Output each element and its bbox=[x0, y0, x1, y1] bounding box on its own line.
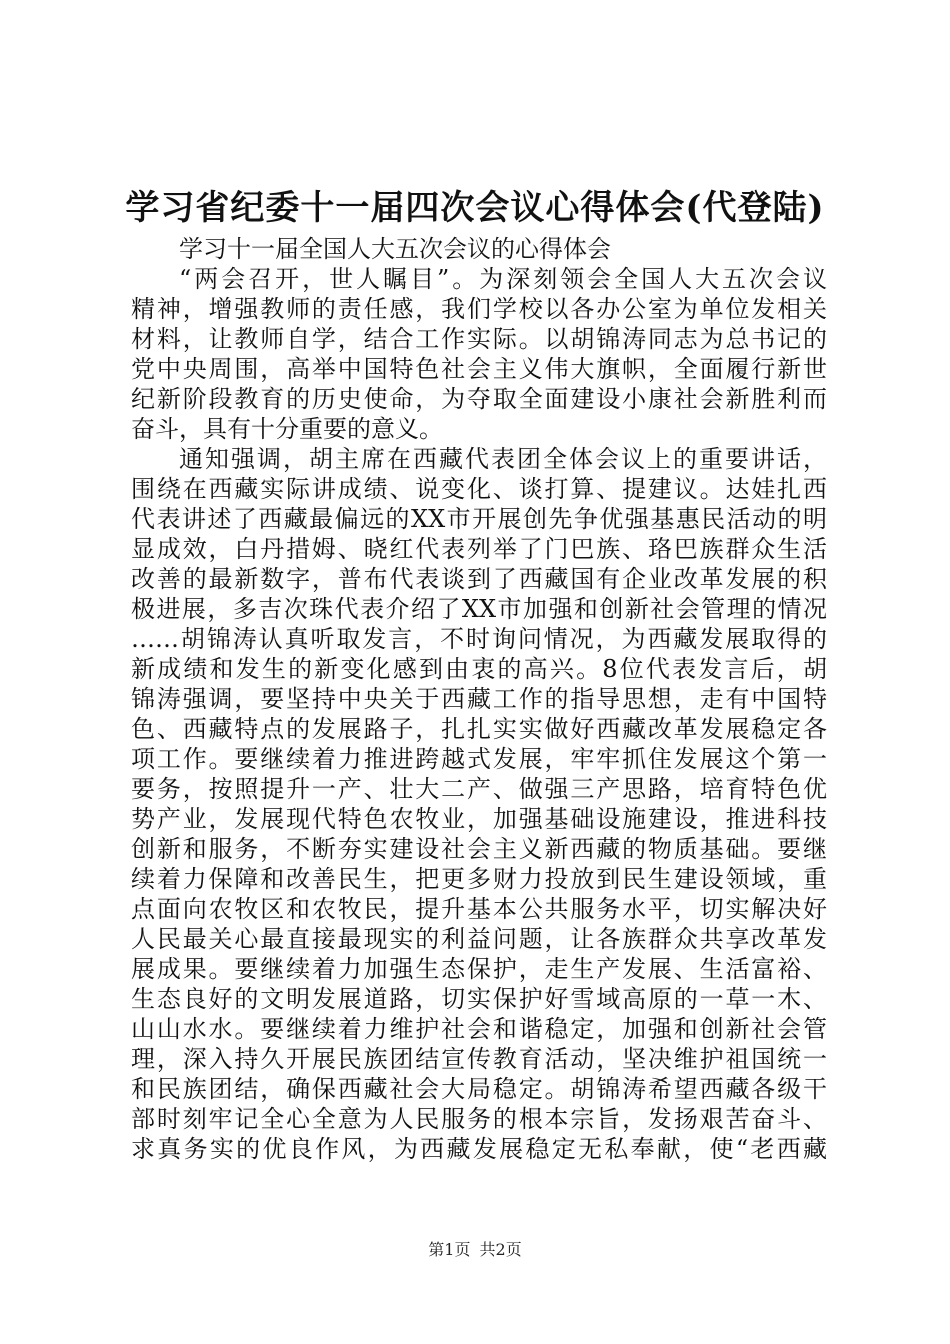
body-line: 通知强调，胡主席在西藏代表团全体会议上的重要讲话， bbox=[179, 445, 827, 473]
body-line: 创新和服务，不断夯实建设社会主义新西藏的物质基础。要继 bbox=[131, 835, 827, 863]
body-line: 求真务实的优良作风，为西藏发展稳定无私奉献，使“老西藏 bbox=[131, 1135, 827, 1163]
page-number: 第1页 bbox=[428, 1240, 471, 1259]
body-line: 山山水水。要继续着力维护社会和谐稳定，加强和创新社会管 bbox=[131, 1015, 827, 1043]
body-line: 势产业，发展现代特色农牧业，加强基础设施建设，推进科技 bbox=[131, 805, 827, 833]
body-line: 显成效，白丹措姆、晓红代表列举了门巴族、珞巴族群众生活 bbox=[131, 535, 827, 563]
body-line: 材料，让教师自学，结合工作实际。以胡锦涛同志为总书记的 bbox=[131, 325, 827, 353]
body-line: 理，深入持久开展民族团结宣传教育活动，坚决维护祖国统一 bbox=[131, 1045, 827, 1073]
body-line: 续着力保障和改善民生，把更多财力投放到民生建设领域，重 bbox=[131, 865, 827, 893]
body-line: 要务，按照提升一产、壮大二产、做强三产思路，培育特色优 bbox=[131, 775, 827, 803]
body-line: 围绕在西藏实际讲成绩、说变化、谈打算、提建议。达娃扎西 bbox=[131, 475, 827, 503]
document-title: 学习省纪委十一届四次会议心得体会(代登陆) bbox=[125, 188, 825, 228]
body-line: 奋斗，具有十分重要的意义。 bbox=[131, 415, 443, 443]
body-line: 和民族团结，确保西藏社会大局稳定。胡锦涛希望西藏各级干 bbox=[131, 1075, 827, 1103]
body-line: 项工作。要继续着力推进跨越式发展，牢牢抓住发展这个第一 bbox=[131, 745, 827, 773]
body-line: 精神，增强教师的责任感，我们学校以各办公室为单位发相关 bbox=[131, 295, 827, 323]
body-line: 党中央周围，高举中国特色社会主义伟大旗帜，全面履行新世 bbox=[131, 355, 827, 383]
page-total: 共2页 bbox=[479, 1240, 522, 1259]
body-line: 展成果。要继续着力加强生态保护，走生产发展、生活富裕、 bbox=[131, 955, 827, 983]
body-line: ……胡锦涛认真听取发言，不时询问情况，为西藏发展取得的 bbox=[131, 625, 827, 653]
body-line: 色、西藏特点的发展路子，扎扎实实做好西藏改革发展稳定各 bbox=[131, 715, 827, 743]
body-line: 部时刻牢记全心全意为人民服务的根本宗旨，发扬艰苦奋斗、 bbox=[131, 1105, 827, 1133]
body-line: 纪新阶段教育的历史使命，为夺取全面建设小康社会新胜利而 bbox=[131, 385, 827, 413]
body-line: 改善的最新数字，普布代表谈到了西藏国有企业改革发展的积 bbox=[131, 565, 827, 593]
page-footer bbox=[0, 1238, 950, 1262]
body-line: “两会召开，世人瞩目”。为深刻领会全国人大五次会议 bbox=[179, 265, 827, 293]
body-line: 极进展，多吉次珠代表介绍了XX市加强和创新社会管理的情况 bbox=[131, 595, 827, 623]
body-line: 锦涛强调，要坚持中央关于西藏工作的指导思想，走有中国特 bbox=[131, 685, 827, 713]
body-line: 新成绩和发生的新变化感到由衷的高兴。8位代表发言后，胡 bbox=[131, 655, 827, 683]
body-line: 学习十一届全国人大五次会议的心得体会 bbox=[179, 235, 611, 263]
body-line: 生态良好的文明发展道路，切实保护好雪域高原的一草一木、 bbox=[131, 985, 827, 1013]
body-line: 点面向农牧区和农牧民，提升基本公共服务水平，切实解决好 bbox=[131, 895, 827, 923]
body-line: 代表讲述了西藏最偏远的XX市开展创先争优强基惠民活动的明 bbox=[131, 505, 827, 533]
body-line: 人民最关心最直接最现实的利益问题，让各族群众共享改革发 bbox=[131, 925, 827, 953]
document-body bbox=[131, 234, 827, 1164]
